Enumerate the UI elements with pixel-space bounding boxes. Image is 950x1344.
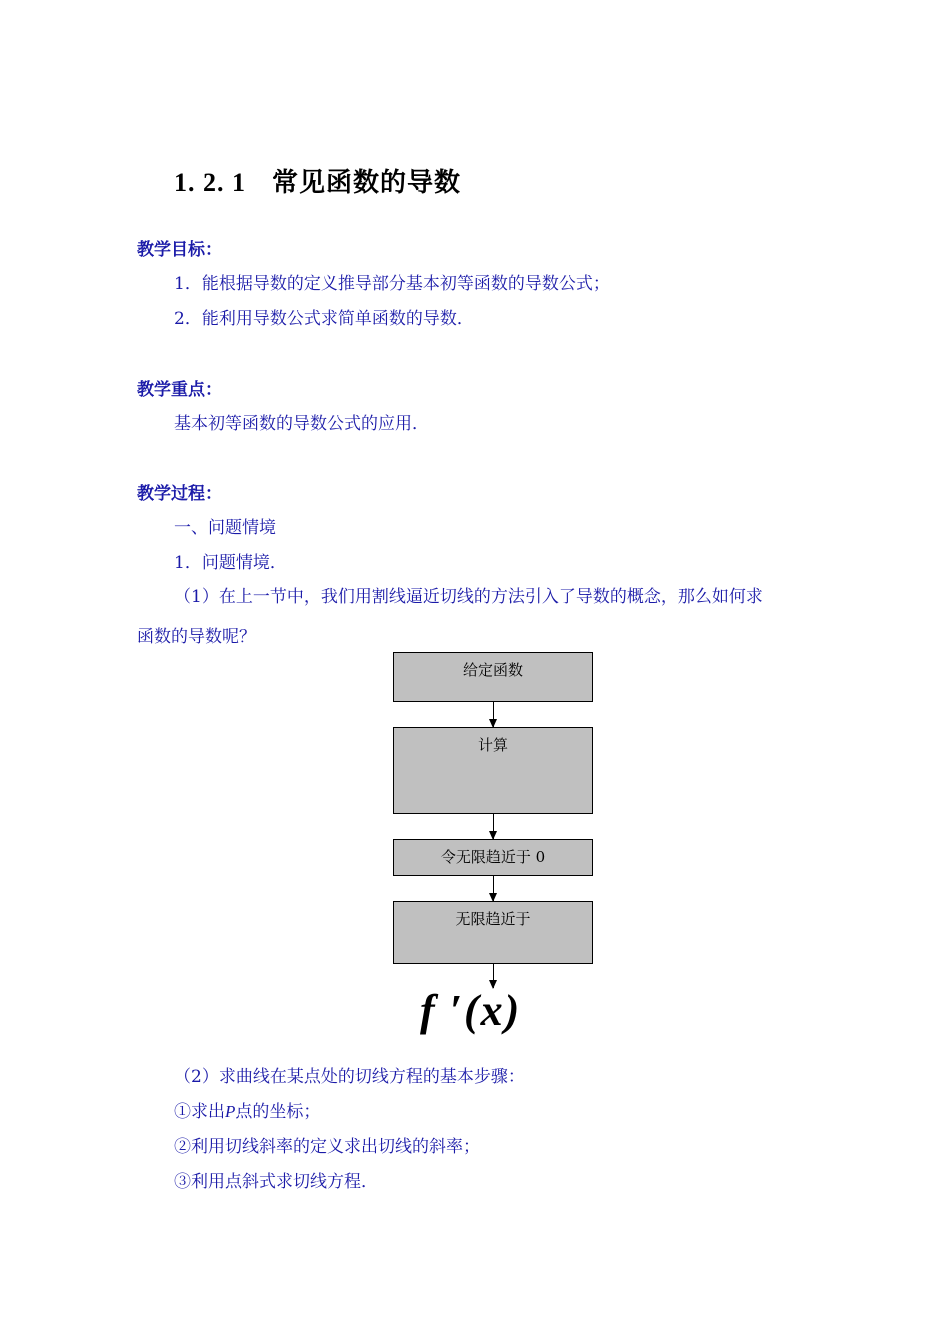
flowchart-box-compute: 计算 (393, 727, 593, 814)
objective-item-1: 1．能根据导数的定义推导部分基本初等函数的导数公式； (174, 274, 610, 294)
step-1 (174, 1097, 320, 1122)
step-1-suffix: 点的坐标； (235, 1102, 321, 1122)
process-sub2: 1．问题情境． (174, 553, 287, 573)
flowchart-arrow-2 (493, 814, 494, 839)
point-p-symbol: P (225, 1102, 236, 1121)
process-heading: 教学过程： (137, 484, 222, 504)
objectives-heading: 教学目标： (137, 240, 222, 260)
flowchart-box-limit-zero: 令无限趋近于 0 (393, 839, 593, 876)
flowchart-arrow-3 (493, 876, 494, 901)
flowchart-box-approaches: 无限趋近于 (393, 901, 593, 964)
step-3: ③利用点斜式求切线方程． (174, 1172, 378, 1192)
title-number: 1. 2. 1 (174, 168, 246, 197)
flowchart-arrow-1 (493, 702, 494, 727)
question2: （2）求曲线在某点处的切线方程的基本步骤： (174, 1067, 525, 1087)
key-points-heading: 教学重点： (137, 380, 222, 400)
question1-line1: （1）在上一节中，我们用割线逼近切线的方法引入了导数的概念，那么如何求 (174, 587, 763, 607)
derivative-formula: f ′(x) (420, 986, 522, 1035)
key-points-text: 基本初等函数的导数公式的应用． (174, 414, 429, 434)
title-text: 常见函数的导数 (272, 168, 462, 198)
document-title (174, 162, 461, 199)
flowchart-box-given-function: 给定函数 (393, 652, 593, 702)
question1-line2: 函数的导数呢？ (137, 627, 256, 647)
objective-item-2: 2．能利用导数公式求简单函数的导数． (174, 309, 474, 329)
step-2: ②利用切线斜率的定义求出切线的斜率； (174, 1137, 480, 1157)
process-sub1: 一、问题情境 (174, 518, 276, 538)
step-1-prefix: ①求出 (174, 1102, 225, 1122)
